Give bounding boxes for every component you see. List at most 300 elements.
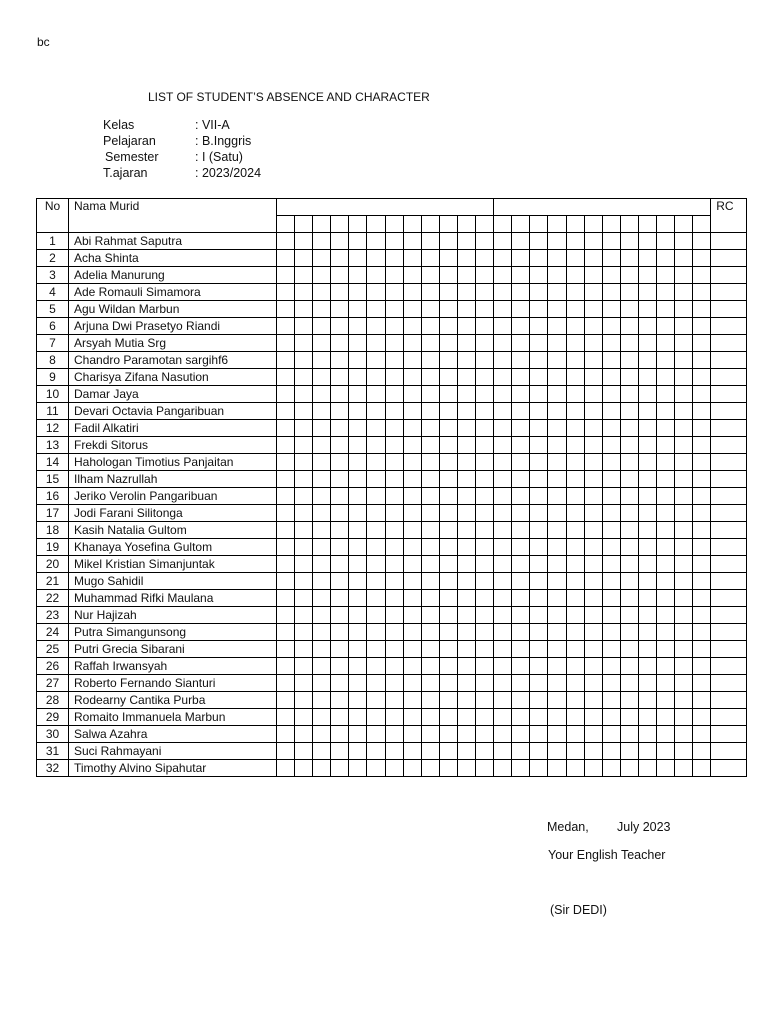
- attendance-cell: [457, 267, 475, 284]
- row-number: 1: [37, 233, 69, 250]
- attendance-cell: [675, 760, 693, 777]
- attendance-cell: [439, 743, 457, 760]
- attendance-cell: [620, 539, 638, 556]
- attendance-cell: [277, 267, 295, 284]
- attendance-cell: [313, 573, 331, 590]
- attendance-cell: [421, 624, 439, 641]
- table-row: [37, 760, 747, 777]
- attendance-cell: [602, 607, 620, 624]
- attendance-cell: [566, 318, 584, 335]
- attendance-cell: [530, 250, 548, 267]
- attendance-cell: [530, 454, 548, 471]
- student-name: Raffah Irwansyah: [69, 658, 277, 675]
- attendance-cell: [494, 284, 512, 301]
- attendance-cell: [620, 318, 638, 335]
- attendance-cell: [277, 590, 295, 607]
- attendance-cell: [403, 267, 421, 284]
- attendance-cell: [693, 267, 711, 284]
- attendance-cell: [602, 233, 620, 250]
- student-name: Charisya Zifana Nasution: [69, 369, 277, 386]
- attendance-cell: [349, 624, 367, 641]
- attendance-cell: [385, 437, 403, 454]
- attendance-cell: [457, 539, 475, 556]
- attendance-cell: [349, 488, 367, 505]
- table-row: [37, 573, 747, 590]
- attendance-cell: [349, 352, 367, 369]
- attendance-cell: [530, 573, 548, 590]
- attendance-cell: [656, 403, 674, 420]
- attendance-cell: [584, 335, 602, 352]
- attendance-cell: [367, 539, 385, 556]
- attendance-cell: [512, 726, 530, 743]
- attendance-cell: [421, 488, 439, 505]
- attendance-cell: [313, 522, 331, 539]
- attendance-cell: [620, 505, 638, 522]
- attendance-cell: [548, 369, 566, 386]
- attendance-cell: [385, 505, 403, 522]
- attendance-cell: [385, 556, 403, 573]
- attendance-cell: [584, 250, 602, 267]
- attendance-cell: [620, 641, 638, 658]
- table-row: [37, 556, 747, 573]
- attendance-cell: [602, 522, 620, 539]
- attendance-cell: [675, 556, 693, 573]
- rc-cell: [711, 420, 747, 437]
- attendance-cell: [693, 539, 711, 556]
- attendance-cell: [675, 420, 693, 437]
- attendance-cell: [295, 454, 313, 471]
- student-name: Mikel Kristian Simanjuntak: [69, 556, 277, 573]
- attendance-cell: [295, 624, 313, 641]
- attendance-cell: [584, 607, 602, 624]
- attendance-cell: [277, 641, 295, 658]
- attendance-cell: [638, 709, 656, 726]
- student-name: Putri Grecia Sibarani: [69, 641, 277, 658]
- grid-header-cell: [566, 216, 584, 233]
- student-name: Rodearny Cantika Purba: [69, 692, 277, 709]
- attendance-cell: [439, 267, 457, 284]
- row-number: 32: [37, 760, 69, 777]
- attendance-cell: [530, 386, 548, 403]
- attendance-cell: [584, 641, 602, 658]
- attendance-cell: [277, 624, 295, 641]
- attendance-cell: [331, 505, 349, 522]
- grid-header-cell: [620, 216, 638, 233]
- attendance-cell: [584, 624, 602, 641]
- attendance-cell: [566, 743, 584, 760]
- student-name: Agu Wildan Marbun: [69, 301, 277, 318]
- attendance-cell: [512, 760, 530, 777]
- attendance-cell: [530, 624, 548, 641]
- attendance-cell: [548, 420, 566, 437]
- attendance-cell: [277, 709, 295, 726]
- attendance-cell: [638, 454, 656, 471]
- attendance-cell: [602, 726, 620, 743]
- attendance-cell: [548, 709, 566, 726]
- attendance-cell: [494, 250, 512, 267]
- attendance-cell: [638, 250, 656, 267]
- attendance-cell: [421, 709, 439, 726]
- attendance-cell: [584, 539, 602, 556]
- attendance-cell: [349, 471, 367, 488]
- attendance-cell: [675, 488, 693, 505]
- attendance-cell: [620, 607, 638, 624]
- attendance-cell: [512, 658, 530, 675]
- attendance-cell: [675, 335, 693, 352]
- table-row: [37, 743, 747, 760]
- attendance-cell: [548, 471, 566, 488]
- attendance-cell: [313, 726, 331, 743]
- attendance-cell: [385, 403, 403, 420]
- table-row: [37, 505, 747, 522]
- table-row: [37, 284, 747, 301]
- attendance-cell: [476, 709, 494, 726]
- attendance-cell: [277, 301, 295, 318]
- attendance-cell: [602, 709, 620, 726]
- attendance-cell: [457, 624, 475, 641]
- attendance-table: [36, 198, 747, 777]
- attendance-cell: [566, 539, 584, 556]
- attendance-cell: [638, 488, 656, 505]
- attendance-cell: [512, 284, 530, 301]
- attendance-cell: [602, 760, 620, 777]
- attendance-cell: [548, 607, 566, 624]
- student-name: Acha Shinta: [69, 250, 277, 267]
- attendance-cell: [548, 335, 566, 352]
- attendance-cell: [512, 556, 530, 573]
- attendance-cell: [439, 539, 457, 556]
- attendance-cell: [439, 590, 457, 607]
- attendance-cell: [494, 624, 512, 641]
- attendance-cell: [331, 590, 349, 607]
- attendance-cell: [331, 709, 349, 726]
- attendance-cell: [277, 233, 295, 250]
- attendance-cell: [602, 386, 620, 403]
- attendance-cell: [385, 301, 403, 318]
- rc-cell: [711, 505, 747, 522]
- grid-header-cell: [494, 216, 512, 233]
- attendance-cell: [277, 522, 295, 539]
- attendance-cell: [656, 250, 674, 267]
- attendance-cell: [313, 590, 331, 607]
- attendance-cell: [277, 556, 295, 573]
- attendance-cell: [566, 726, 584, 743]
- attendance-cell: [675, 590, 693, 607]
- grid-header-cell: [656, 216, 674, 233]
- attendance-cell: [584, 709, 602, 726]
- attendance-cell: [367, 471, 385, 488]
- student-name: Romaito Immanuela Marbun: [69, 709, 277, 726]
- attendance-cell: [512, 641, 530, 658]
- attendance-cell: [620, 284, 638, 301]
- attendance-cell: [385, 607, 403, 624]
- attendance-cell: [421, 454, 439, 471]
- table-row: [37, 250, 747, 267]
- attendance-cell: [656, 505, 674, 522]
- attendance-cell: [620, 335, 638, 352]
- attendance-cell: [512, 590, 530, 607]
- attendance-cell: [476, 573, 494, 590]
- attendance-cell: [548, 437, 566, 454]
- attendance-cell: [656, 556, 674, 573]
- attendance-cell: [476, 556, 494, 573]
- attendance-cell: [602, 420, 620, 437]
- attendance-cell: [439, 335, 457, 352]
- attendance-cell: [494, 471, 512, 488]
- rc-cell: [711, 250, 747, 267]
- grid-header-cell: [295, 216, 313, 233]
- attendance-cell: [367, 301, 385, 318]
- attendance-cell: [457, 318, 475, 335]
- attendance-cell: [277, 743, 295, 760]
- attendance-cell: [548, 590, 566, 607]
- attendance-cell: [367, 641, 385, 658]
- attendance-cell: [421, 318, 439, 335]
- attendance-cell: [638, 352, 656, 369]
- student-name: Salwa Azahra: [69, 726, 277, 743]
- rc-cell: [711, 386, 747, 403]
- attendance-cell: [548, 318, 566, 335]
- row-number: 31: [37, 743, 69, 760]
- attendance-cell: [349, 250, 367, 267]
- attendance-cell: [530, 692, 548, 709]
- table-row: [37, 437, 747, 454]
- attendance-cell: [313, 488, 331, 505]
- attendance-cell: [620, 675, 638, 692]
- attendance-cell: [476, 454, 494, 471]
- attendance-cell: [295, 522, 313, 539]
- attendance-cell: [476, 607, 494, 624]
- attendance-cell: [656, 726, 674, 743]
- attendance-cell: [403, 488, 421, 505]
- row-number: 8: [37, 352, 69, 369]
- row-number: 18: [37, 522, 69, 539]
- attendance-cell: [548, 267, 566, 284]
- student-name: Jodi Farani Silitonga: [69, 505, 277, 522]
- attendance-cell: [349, 726, 367, 743]
- table-row: [37, 590, 747, 607]
- attendance-cell: [566, 556, 584, 573]
- attendance-cell: [512, 301, 530, 318]
- grid-header-cell: [367, 216, 385, 233]
- table-row: [37, 318, 747, 335]
- attendance-cell: [457, 590, 475, 607]
- attendance-cell: [367, 573, 385, 590]
- attendance-cell: [403, 539, 421, 556]
- attendance-cell: [331, 454, 349, 471]
- attendance-cell: [693, 760, 711, 777]
- attendance-cell: [331, 352, 349, 369]
- rc-cell: [711, 743, 747, 760]
- student-name: Arsyah Mutia Srg: [69, 335, 277, 352]
- attendance-cell: [638, 437, 656, 454]
- attendance-cell: [620, 709, 638, 726]
- student-name: Roberto Fernando Sianturi: [69, 675, 277, 692]
- attendance-cell: [566, 386, 584, 403]
- attendance-cell: [476, 539, 494, 556]
- attendance-cell: [548, 386, 566, 403]
- attendance-cell: [620, 743, 638, 760]
- attendance-cell: [675, 539, 693, 556]
- attendance-cell: [584, 437, 602, 454]
- attendance-cell: [439, 624, 457, 641]
- attendance-cell: [638, 369, 656, 386]
- attendance-cell: [349, 403, 367, 420]
- attendance-cell: [421, 675, 439, 692]
- attendance-cell: [367, 692, 385, 709]
- rc-cell: [711, 403, 747, 420]
- attendance-cell: [620, 624, 638, 641]
- grid-header-cell: [421, 216, 439, 233]
- row-number: 25: [37, 641, 69, 658]
- attendance-cell: [367, 522, 385, 539]
- student-name: Timothy Alvino Sipahutar: [69, 760, 277, 777]
- student-name: Hahologan Timotius Panjaitan: [69, 454, 277, 471]
- student-name: Khanaya Yosefina Gultom: [69, 539, 277, 556]
- attendance-cell: [602, 539, 620, 556]
- info-value-kelas: : VII-A: [195, 118, 230, 132]
- info-label-tajaran: T.ajaran: [103, 166, 148, 180]
- attendance-cell: [530, 505, 548, 522]
- attendance-cell: [476, 658, 494, 675]
- attendance-cell: [675, 505, 693, 522]
- attendance-cell: [566, 590, 584, 607]
- attendance-cell: [277, 335, 295, 352]
- attendance-cell: [675, 743, 693, 760]
- rc-cell: [711, 301, 747, 318]
- attendance-cell: [476, 403, 494, 420]
- attendance-cell: [331, 675, 349, 692]
- attendance-cell: [476, 522, 494, 539]
- attendance-cell: [421, 403, 439, 420]
- attendance-cell: [656, 573, 674, 590]
- attendance-cell: [277, 607, 295, 624]
- attendance-cell: [349, 675, 367, 692]
- attendance-cell: [476, 267, 494, 284]
- attendance-cell: [494, 590, 512, 607]
- attendance-cell: [277, 403, 295, 420]
- row-number: 9: [37, 369, 69, 386]
- grid-header-cell: [277, 216, 295, 233]
- attendance-cell: [385, 233, 403, 250]
- attendance-cell: [530, 284, 548, 301]
- attendance-cell: [313, 250, 331, 267]
- attendance-cell: [385, 743, 403, 760]
- attendance-cell: [675, 624, 693, 641]
- attendance-cell: [602, 437, 620, 454]
- attendance-cell: [512, 369, 530, 386]
- attendance-cell: [385, 335, 403, 352]
- attendance-cell: [403, 454, 421, 471]
- attendance-cell: [530, 318, 548, 335]
- attendance-cell: [331, 420, 349, 437]
- attendance-cell: [295, 505, 313, 522]
- attendance-cell: [457, 437, 475, 454]
- grid-header-cell: [349, 216, 367, 233]
- attendance-cell: [656, 386, 674, 403]
- attendance-cell: [331, 284, 349, 301]
- attendance-cell: [638, 505, 656, 522]
- attendance-cell: [638, 726, 656, 743]
- attendance-cell: [494, 386, 512, 403]
- row-number: 2: [37, 250, 69, 267]
- attendance-cell: [675, 233, 693, 250]
- attendance-cell: [693, 675, 711, 692]
- attendance-cell: [457, 284, 475, 301]
- attendance-cell: [512, 437, 530, 454]
- attendance-cell: [566, 267, 584, 284]
- attendance-cell: [403, 573, 421, 590]
- attendance-cell: [421, 267, 439, 284]
- attendance-cell: [494, 267, 512, 284]
- grid-header-cell: [584, 216, 602, 233]
- attendance-cell: [494, 760, 512, 777]
- row-number: 11: [37, 403, 69, 420]
- attendance-cell: [295, 233, 313, 250]
- attendance-cell: [494, 658, 512, 675]
- attendance-cell: [566, 454, 584, 471]
- attendance-cell: [331, 335, 349, 352]
- attendance-cell: [656, 624, 674, 641]
- attendance-cell: [457, 454, 475, 471]
- attendance-cell: [349, 386, 367, 403]
- attendance-cell: [548, 624, 566, 641]
- attendance-cell: [313, 267, 331, 284]
- attendance-cell: [476, 318, 494, 335]
- attendance-cell: [457, 658, 475, 675]
- attendance-cell: [457, 573, 475, 590]
- attendance-cell: [638, 318, 656, 335]
- attendance-cell: [693, 471, 711, 488]
- rc-cell: [711, 369, 747, 386]
- attendance-cell: [403, 522, 421, 539]
- table-row: [37, 352, 747, 369]
- attendance-cell: [548, 692, 566, 709]
- attendance-cell: [385, 692, 403, 709]
- header-no: No: [37, 199, 69, 233]
- attendance-cell: [403, 318, 421, 335]
- attendance-cell: [313, 692, 331, 709]
- attendance-cell: [494, 352, 512, 369]
- attendance-cell: [367, 658, 385, 675]
- attendance-cell: [313, 437, 331, 454]
- attendance-cell: [277, 250, 295, 267]
- attendance-cell: [693, 692, 711, 709]
- attendance-cell: [403, 675, 421, 692]
- attendance-cell: [548, 743, 566, 760]
- attendance-cell: [421, 590, 439, 607]
- attendance-cell: [675, 250, 693, 267]
- attendance-cell: [349, 556, 367, 573]
- attendance-cell: [295, 369, 313, 386]
- attendance-cell: [530, 437, 548, 454]
- attendance-cell: [476, 590, 494, 607]
- attendance-cell: [675, 522, 693, 539]
- attendance-cell: [602, 403, 620, 420]
- attendance-cell: [385, 250, 403, 267]
- attendance-cell: [349, 760, 367, 777]
- attendance-cell: [602, 675, 620, 692]
- attendance-cell: [349, 267, 367, 284]
- attendance-cell: [476, 386, 494, 403]
- attendance-cell: [584, 454, 602, 471]
- attendance-cell: [331, 233, 349, 250]
- attendance-cell: [548, 403, 566, 420]
- attendance-cell: [638, 539, 656, 556]
- row-number: 22: [37, 590, 69, 607]
- row-number: 3: [37, 267, 69, 284]
- attendance-cell: [349, 522, 367, 539]
